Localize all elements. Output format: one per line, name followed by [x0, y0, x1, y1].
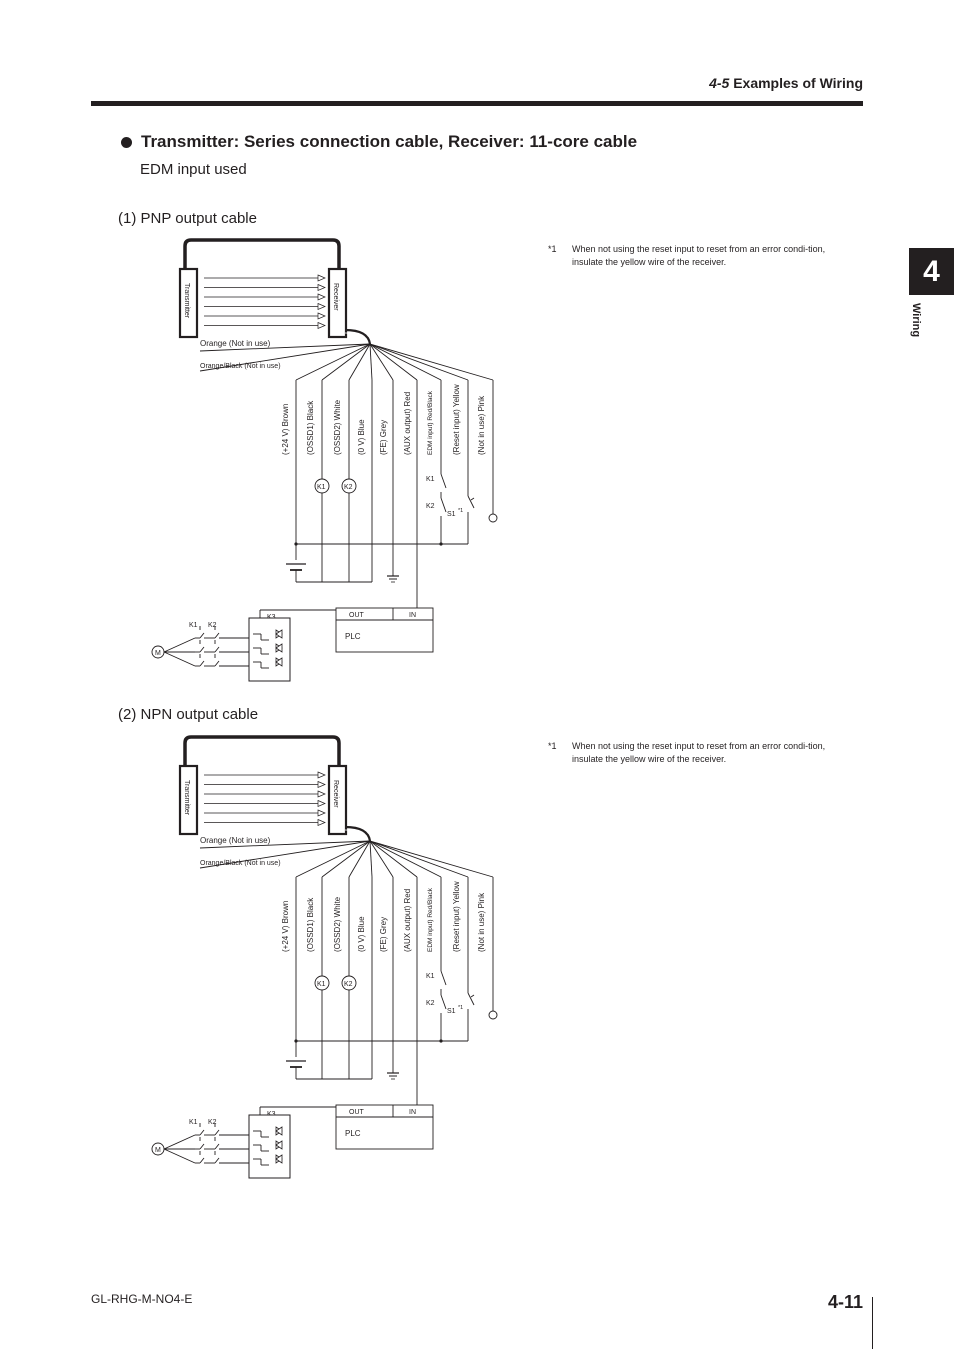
plc-out-label: OUT [349, 612, 364, 619]
wiring-diagram-npn [140, 727, 486, 1187]
s1-label: S1 [447, 511, 456, 518]
plc-in-label: IN [409, 1109, 416, 1116]
wire-label: (FE) Grey [379, 916, 388, 952]
k1-motor-contact [200, 661, 204, 666]
beam-arrow-icon [318, 275, 325, 281]
heading-text: Transmitter: Series connection cable, Receiver: 11-core cable [141, 132, 638, 151]
beam-arrow-icon [318, 791, 325, 797]
k1-contact [441, 474, 446, 488]
k2-contact-label: K2 [426, 1000, 435, 1007]
wire-label: (0 V) Blue [357, 419, 366, 455]
series-cable [185, 737, 339, 766]
wire-label: (AUX output) Red [403, 391, 412, 455]
wiring-diagram-pnp [140, 230, 486, 690]
document-code: GL-RHG-M-NO4-E [91, 1292, 193, 1306]
wire-label: (OSSD1) Black [306, 400, 315, 455]
switch-s1 [468, 496, 474, 508]
wire-label: (+24 V) Brown [281, 900, 290, 952]
plc-label: PLC [345, 632, 361, 641]
section-title-npn: (2) NPN output cable [118, 706, 259, 723]
orange-wire-label: Orange (Not in use) [200, 339, 271, 348]
beam-arrow-icon [318, 323, 325, 329]
beam-arrow-icon [318, 810, 325, 816]
receiver-label: Receiver [332, 283, 339, 311]
k1-contact-label: K1 [426, 973, 435, 980]
k2-motor-label: K2 [208, 622, 217, 629]
chapter-number: 4 [923, 254, 940, 288]
s1-label: S1 [447, 1008, 456, 1015]
wire-fan [370, 344, 493, 380]
motor-label: M [155, 650, 161, 657]
motor-wire [164, 1149, 195, 1163]
wire-fan [370, 841, 468, 877]
wire-label: EDM input) Red/Black [427, 888, 434, 952]
beam-arrow-icon [318, 294, 325, 300]
receiver-cable [345, 330, 370, 344]
bullet-icon [121, 137, 132, 148]
wire-fan [370, 344, 417, 380]
beam-arrow-icon [318, 313, 325, 319]
switch-s1 [468, 993, 474, 1005]
k1-motor-contact [200, 1130, 204, 1135]
wire-label: (OSSD2) White [333, 896, 342, 952]
k2-contact [441, 995, 446, 1009]
switch-s1-actuator [471, 498, 474, 500]
beam-arrow-icon [318, 304, 325, 310]
transmitter-label: Transmitter [183, 780, 190, 816]
wire-label: (Not in use) Pink [477, 395, 486, 455]
footnote-marker: *1 [548, 741, 557, 751]
wire-label: (Not in use) Pink [477, 892, 486, 952]
wire-fan [370, 841, 493, 877]
diagram-svg [140, 230, 486, 690]
s1-note: *1 [458, 508, 464, 514]
k1-motor-contact [200, 1144, 204, 1149]
footnote-npn [548, 740, 828, 766]
wire-fan [296, 344, 370, 380]
wire-fan [370, 344, 372, 380]
plc-label: PLC [345, 1129, 361, 1138]
transmitter-label: Transmitter [183, 283, 190, 319]
receiver-label: Receiver [332, 780, 339, 808]
k1-contact [441, 971, 446, 985]
wire-label: (FE) Grey [379, 419, 388, 455]
switch-s1-actuator [471, 995, 474, 997]
wire-fan [322, 344, 370, 380]
header-rule [91, 101, 863, 106]
footnote-text: When not using the reset input to reset from an error condi-tion, insulate the yellow wire of the receiver. [572, 244, 826, 267]
k1-coil-label: K1 [317, 484, 326, 491]
orange-black-wire-label: Orange/Black (Not in use) [200, 860, 281, 867]
terminal-icon [489, 514, 497, 522]
page-heading [121, 132, 637, 152]
motor-wire [164, 1135, 195, 1149]
beam-arrow-icon [318, 782, 325, 788]
wire-label: EDM input) Red/Black [427, 391, 434, 455]
motor-label: M [155, 1147, 161, 1154]
plc-in-label: IN [409, 612, 416, 619]
k1-motor-contact [200, 647, 204, 652]
terminal-icon [489, 1011, 497, 1019]
diagram-svg [140, 727, 486, 1187]
page-number: 4-11 [827, 1292, 863, 1312]
section-header [709, 75, 863, 91]
wire-label: (0 V) Blue [357, 916, 366, 952]
footnote-pnp [548, 243, 828, 269]
s1-note: *1 [458, 1005, 464, 1011]
subheading: EDM input used [140, 161, 247, 178]
k2-coil-label: K2 [344, 981, 353, 988]
section-number: 4-5 [709, 75, 730, 91]
beam-arrow-icon [318, 820, 325, 826]
k1-contact-label: K1 [426, 476, 435, 483]
chapter-tab[interactable] [909, 248, 954, 295]
wire-fan [296, 841, 370, 877]
wire-fan [370, 344, 468, 380]
contactor-block [249, 1115, 290, 1178]
wire-label: (+24 V) Brown [281, 403, 290, 455]
k2-motor-contact [215, 661, 219, 666]
wire-label: (OSSD1) Black [306, 897, 315, 952]
motor-wire [164, 638, 195, 652]
motor-wire [164, 652, 195, 666]
k1-motor-contact [200, 1158, 204, 1163]
k2-motor-contact [215, 1158, 219, 1163]
k1-coil-label: K1 [317, 981, 326, 988]
beam-arrow-icon [318, 801, 325, 807]
wire-fan [322, 841, 370, 877]
k2-motor-contact [215, 1130, 219, 1135]
wire-label: (Reset input) Yellow [452, 881, 461, 952]
k1-motor-contact [200, 633, 204, 638]
section-title-pnp: (1) PNP output cable [118, 210, 257, 227]
section-title: Examples of Wiring [733, 75, 863, 91]
wire-fan [370, 841, 417, 877]
chapter-label: Wiring [910, 303, 922, 338]
wire-fan [370, 841, 372, 877]
footnote-marker: *1 [548, 244, 557, 254]
series-cable [185, 240, 339, 269]
k2-motor-contact [215, 633, 219, 638]
k2-contact-label: K2 [426, 503, 435, 510]
k2-coil-label: K2 [344, 484, 353, 491]
orange-wire-label: Orange (Not in use) [200, 836, 271, 845]
footnote-text: When not using the reset input to reset from an error condi-tion, insulate the yellow wire of the receiver. [572, 741, 826, 764]
receiver-cable [345, 827, 370, 841]
k2-motor-label: K2 [208, 1119, 217, 1126]
k2-motor-contact [215, 647, 219, 652]
k2-motor-contact [215, 1144, 219, 1149]
wire-label: (AUX output) Red [403, 888, 412, 952]
plc-out-label: OUT [349, 1109, 364, 1116]
page-number-rule [872, 1297, 873, 1349]
wire-label: (OSSD2) White [333, 399, 342, 455]
beam-arrow-icon [318, 285, 325, 291]
orange-black-wire-label: Orange/Black (Not in use) [200, 363, 281, 370]
k2-contact [441, 498, 446, 512]
wire-label: (Reset input) Yellow [452, 384, 461, 455]
beam-arrow-icon [318, 772, 325, 778]
k1-motor-label: K1 [189, 622, 198, 629]
contactor-block [249, 618, 290, 681]
k1-motor-label: K1 [189, 1119, 198, 1126]
